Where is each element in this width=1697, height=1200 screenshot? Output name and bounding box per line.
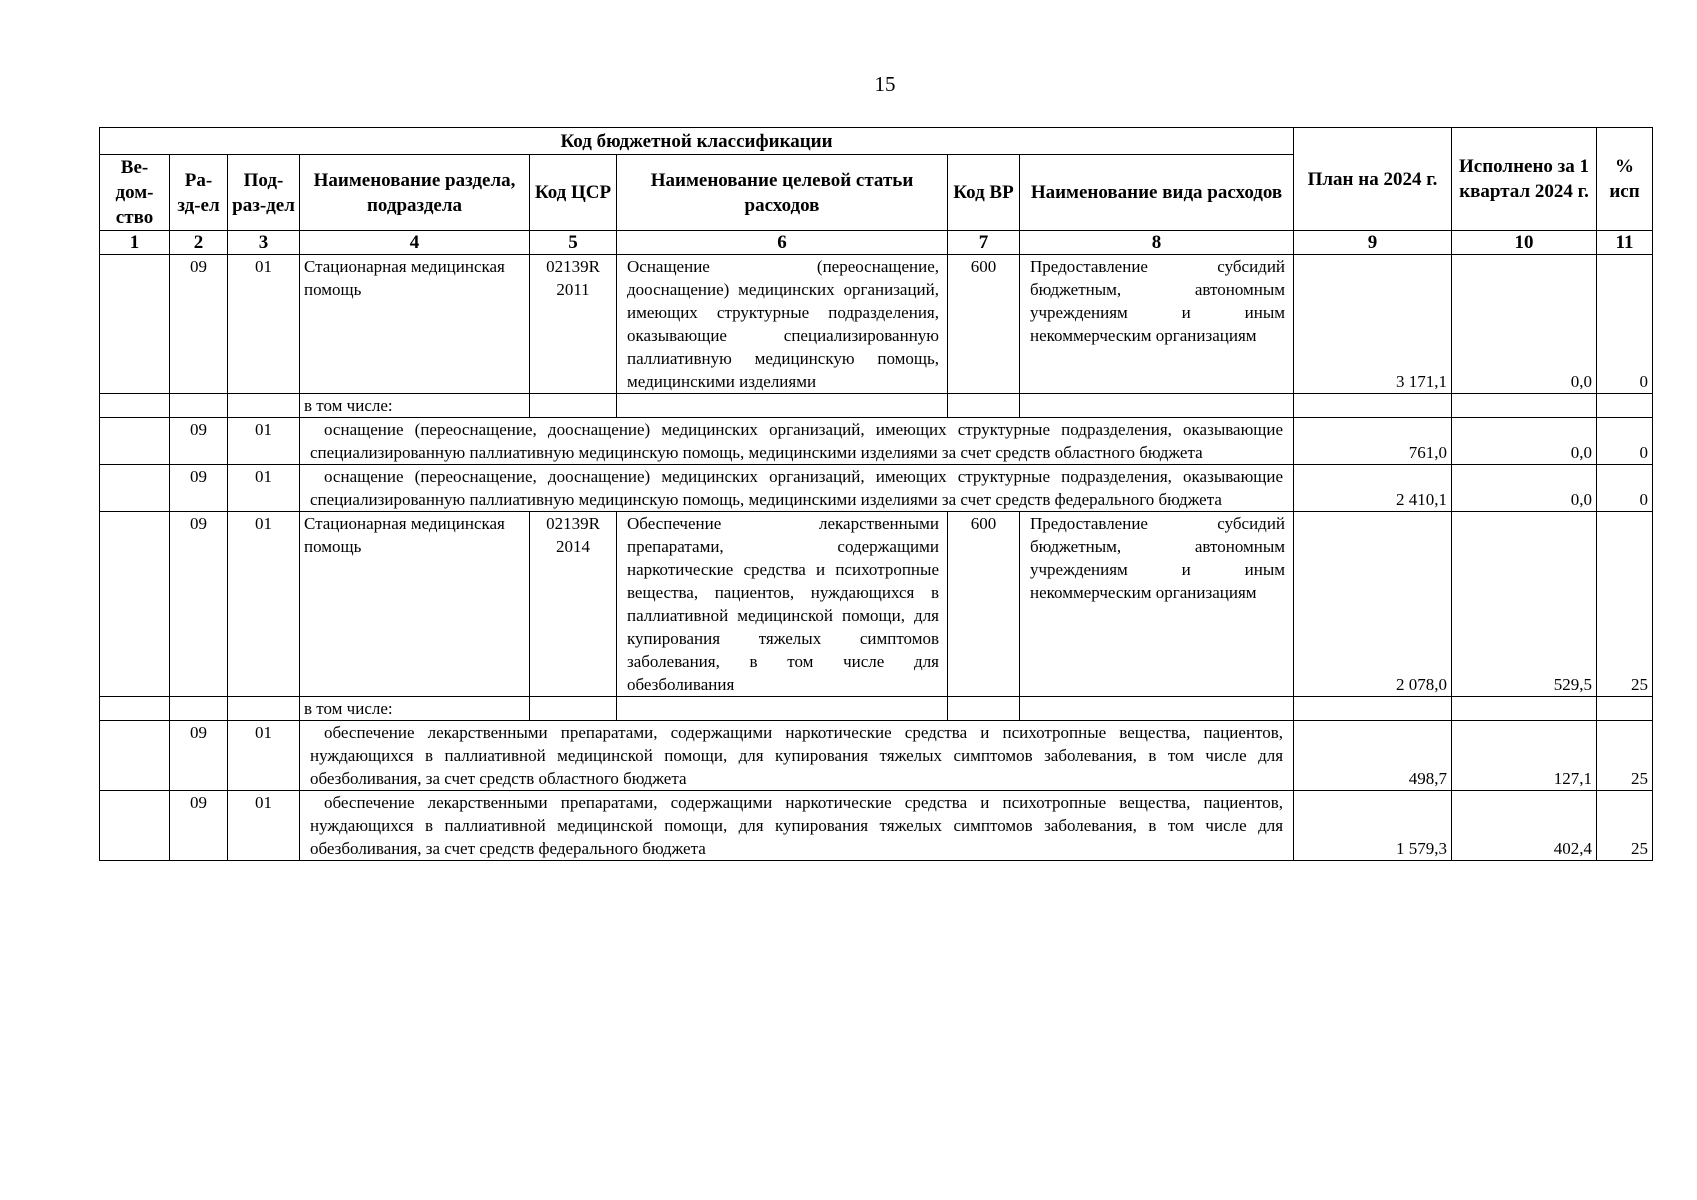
- cell-label: в том числе:: [300, 394, 530, 418]
- page-number: 15: [874, 72, 896, 96]
- cell-section: 09: [170, 721, 228, 791]
- cell-plan: 498,7: [1294, 721, 1452, 791]
- column-number-row: [100, 231, 1653, 255]
- column-number: 4: [300, 231, 530, 255]
- cell-vr-name: Предоставление субсидий бюджетным, автономным учреждениям и иным некоммерческим организациям: [1020, 255, 1294, 394]
- cell-plan: 2 078,0: [1294, 512, 1452, 697]
- column-number: 6: [617, 231, 948, 255]
- cell-section: 09: [170, 465, 228, 512]
- table-row: [100, 721, 1653, 791]
- column-number: 10: [1452, 231, 1597, 255]
- header-budget-classification: Код бюджетной классификации: [100, 128, 1294, 155]
- cell-subsection: 01: [228, 465, 300, 512]
- header-target-name: Наименование целевой статьи расходов: [617, 155, 948, 231]
- column-number: 9: [1294, 231, 1452, 255]
- cell-vr: 600: [948, 512, 1020, 697]
- cell-target-name: Обеспечение лекарственными препаратами, содержащими наркотические средства и психотропные вещества, пациентов, нуждающихся в паллиативной медицинской помощи, для купирования тяжелых симптомов заболевания, в том числе для обезболивания: [617, 512, 948, 697]
- cell-plan: 3 171,1: [1294, 255, 1452, 394]
- header-dept: Ве-дом-ство: [100, 155, 170, 231]
- column-number: 5: [530, 231, 617, 255]
- cell-percent: 25: [1597, 512, 1653, 697]
- cell-subsection: 01: [228, 721, 300, 791]
- table-row: [100, 418, 1653, 465]
- cell-description: оснащение (переоснащение, дооснащение) медицинских организаций, имеющих структурные подразделения, оказывающие специализированную паллиативную медицинскую помощь, медицинскими изделиями за счет средств федерального бюджета: [300, 465, 1294, 512]
- header-csr: Код ЦСР: [530, 155, 617, 231]
- cell-target-name: Оснащение (переоснащение, дооснащение) медицинских организаций, имеющих структурные подразделения, оказывающие специализированную паллиативную медицинскую помощь, медицинскими изделиями: [617, 255, 948, 394]
- cell-description: обеспечение лекарственными препаратами, содержащими наркотические средства и психотропные вещества, пациентов, нуждающихся в паллиативной медицинской помощи, для купирования тяжелых симптомов заболевания, в том числе для обезболивания, за счет средств федерального бюджета: [300, 791, 1294, 861]
- cell-executed: 127,1: [1452, 721, 1597, 791]
- column-number: 1: [100, 231, 170, 255]
- table-row: [100, 512, 1653, 697]
- cell-executed: 0,0: [1452, 418, 1597, 465]
- cell-dept: [100, 255, 170, 394]
- cell-executed: 402,4: [1452, 791, 1597, 861]
- header-section-name: Наименование раздела, подраздела: [300, 155, 530, 231]
- column-number: 8: [1020, 231, 1294, 255]
- cell-plan: 761,0: [1294, 418, 1452, 465]
- cell-vr-name: Предоставление субсидий бюджетным, автономным учреждениям и иным некоммерческим организациям: [1020, 512, 1294, 697]
- cell-section: 09: [170, 255, 228, 394]
- table-row: [100, 394, 1653, 418]
- cell-description: оснащение (переоснащение, дооснащение) медицинских организаций, имеющих структурные подразделения, оказывающие специализированную паллиативную медицинскую помощь, медицинскими изделиями за счет средств областного бюджета: [300, 418, 1294, 465]
- column-number: 2: [170, 231, 228, 255]
- cell-percent: 0: [1597, 418, 1653, 465]
- header-section: Ра-зд-ел: [170, 155, 228, 231]
- cell-executed: 0,0: [1452, 465, 1597, 512]
- cell-subsection: 01: [228, 512, 300, 697]
- column-number: 3: [228, 231, 300, 255]
- cell-vr: 600: [948, 255, 1020, 394]
- cell-subsection: 01: [228, 791, 300, 861]
- cell-percent: 0: [1597, 465, 1653, 512]
- cell-plan: 1 579,3: [1294, 791, 1452, 861]
- cell-percent: 0: [1597, 255, 1653, 394]
- header-plan: План на 2024 г.: [1294, 128, 1452, 231]
- budget-table: [99, 127, 1653, 861]
- cell-plan: 2 410,1: [1294, 465, 1452, 512]
- cell-section: 09: [170, 418, 228, 465]
- header-subsection: Под-раз-дел: [228, 155, 300, 231]
- cell-section: 09: [170, 791, 228, 861]
- cell-label: в том числе:: [300, 697, 530, 721]
- header-vr: Код ВР: [948, 155, 1020, 231]
- cell-executed: 0,0: [1452, 255, 1597, 394]
- table-row: [100, 255, 1653, 394]
- table-row: [100, 697, 1653, 721]
- header-executed: Исполнено за 1 квартал 2024 г.: [1452, 128, 1597, 231]
- table-row: [100, 465, 1653, 512]
- header-row-super: [100, 128, 1653, 155]
- cell-executed: 529,5: [1452, 512, 1597, 697]
- header-percent: % исп: [1597, 128, 1653, 231]
- column-number: 7: [948, 231, 1020, 255]
- cell-subsection: 01: [228, 418, 300, 465]
- cell-dept: [100, 512, 170, 697]
- cell-percent: 25: [1597, 791, 1653, 861]
- cell-csr: 02139R 2014: [530, 512, 617, 697]
- cell-section-name: Стационарная медицинская помощь: [300, 255, 530, 394]
- cell-section: 09: [170, 512, 228, 697]
- cell-csr: 02139R 2011: [530, 255, 617, 394]
- cell-subsection: 01: [228, 255, 300, 394]
- cell-description: обеспечение лекарственными препаратами, содержащими наркотические средства и психотропные вещества, пациентов, нуждающихся в паллиативной медицинской помощи, для купирования тяжелых симптомов заболевания, в том числе для обезболивания, за счет средств областного бюджета: [300, 721, 1294, 791]
- cell-section-name: Стационарная медицинская помощь: [300, 512, 530, 697]
- table-row: [100, 791, 1653, 861]
- column-number: 11: [1597, 231, 1653, 255]
- header-vr-name: Наименование вида расходов: [1020, 155, 1294, 231]
- cell-percent: 25: [1597, 721, 1653, 791]
